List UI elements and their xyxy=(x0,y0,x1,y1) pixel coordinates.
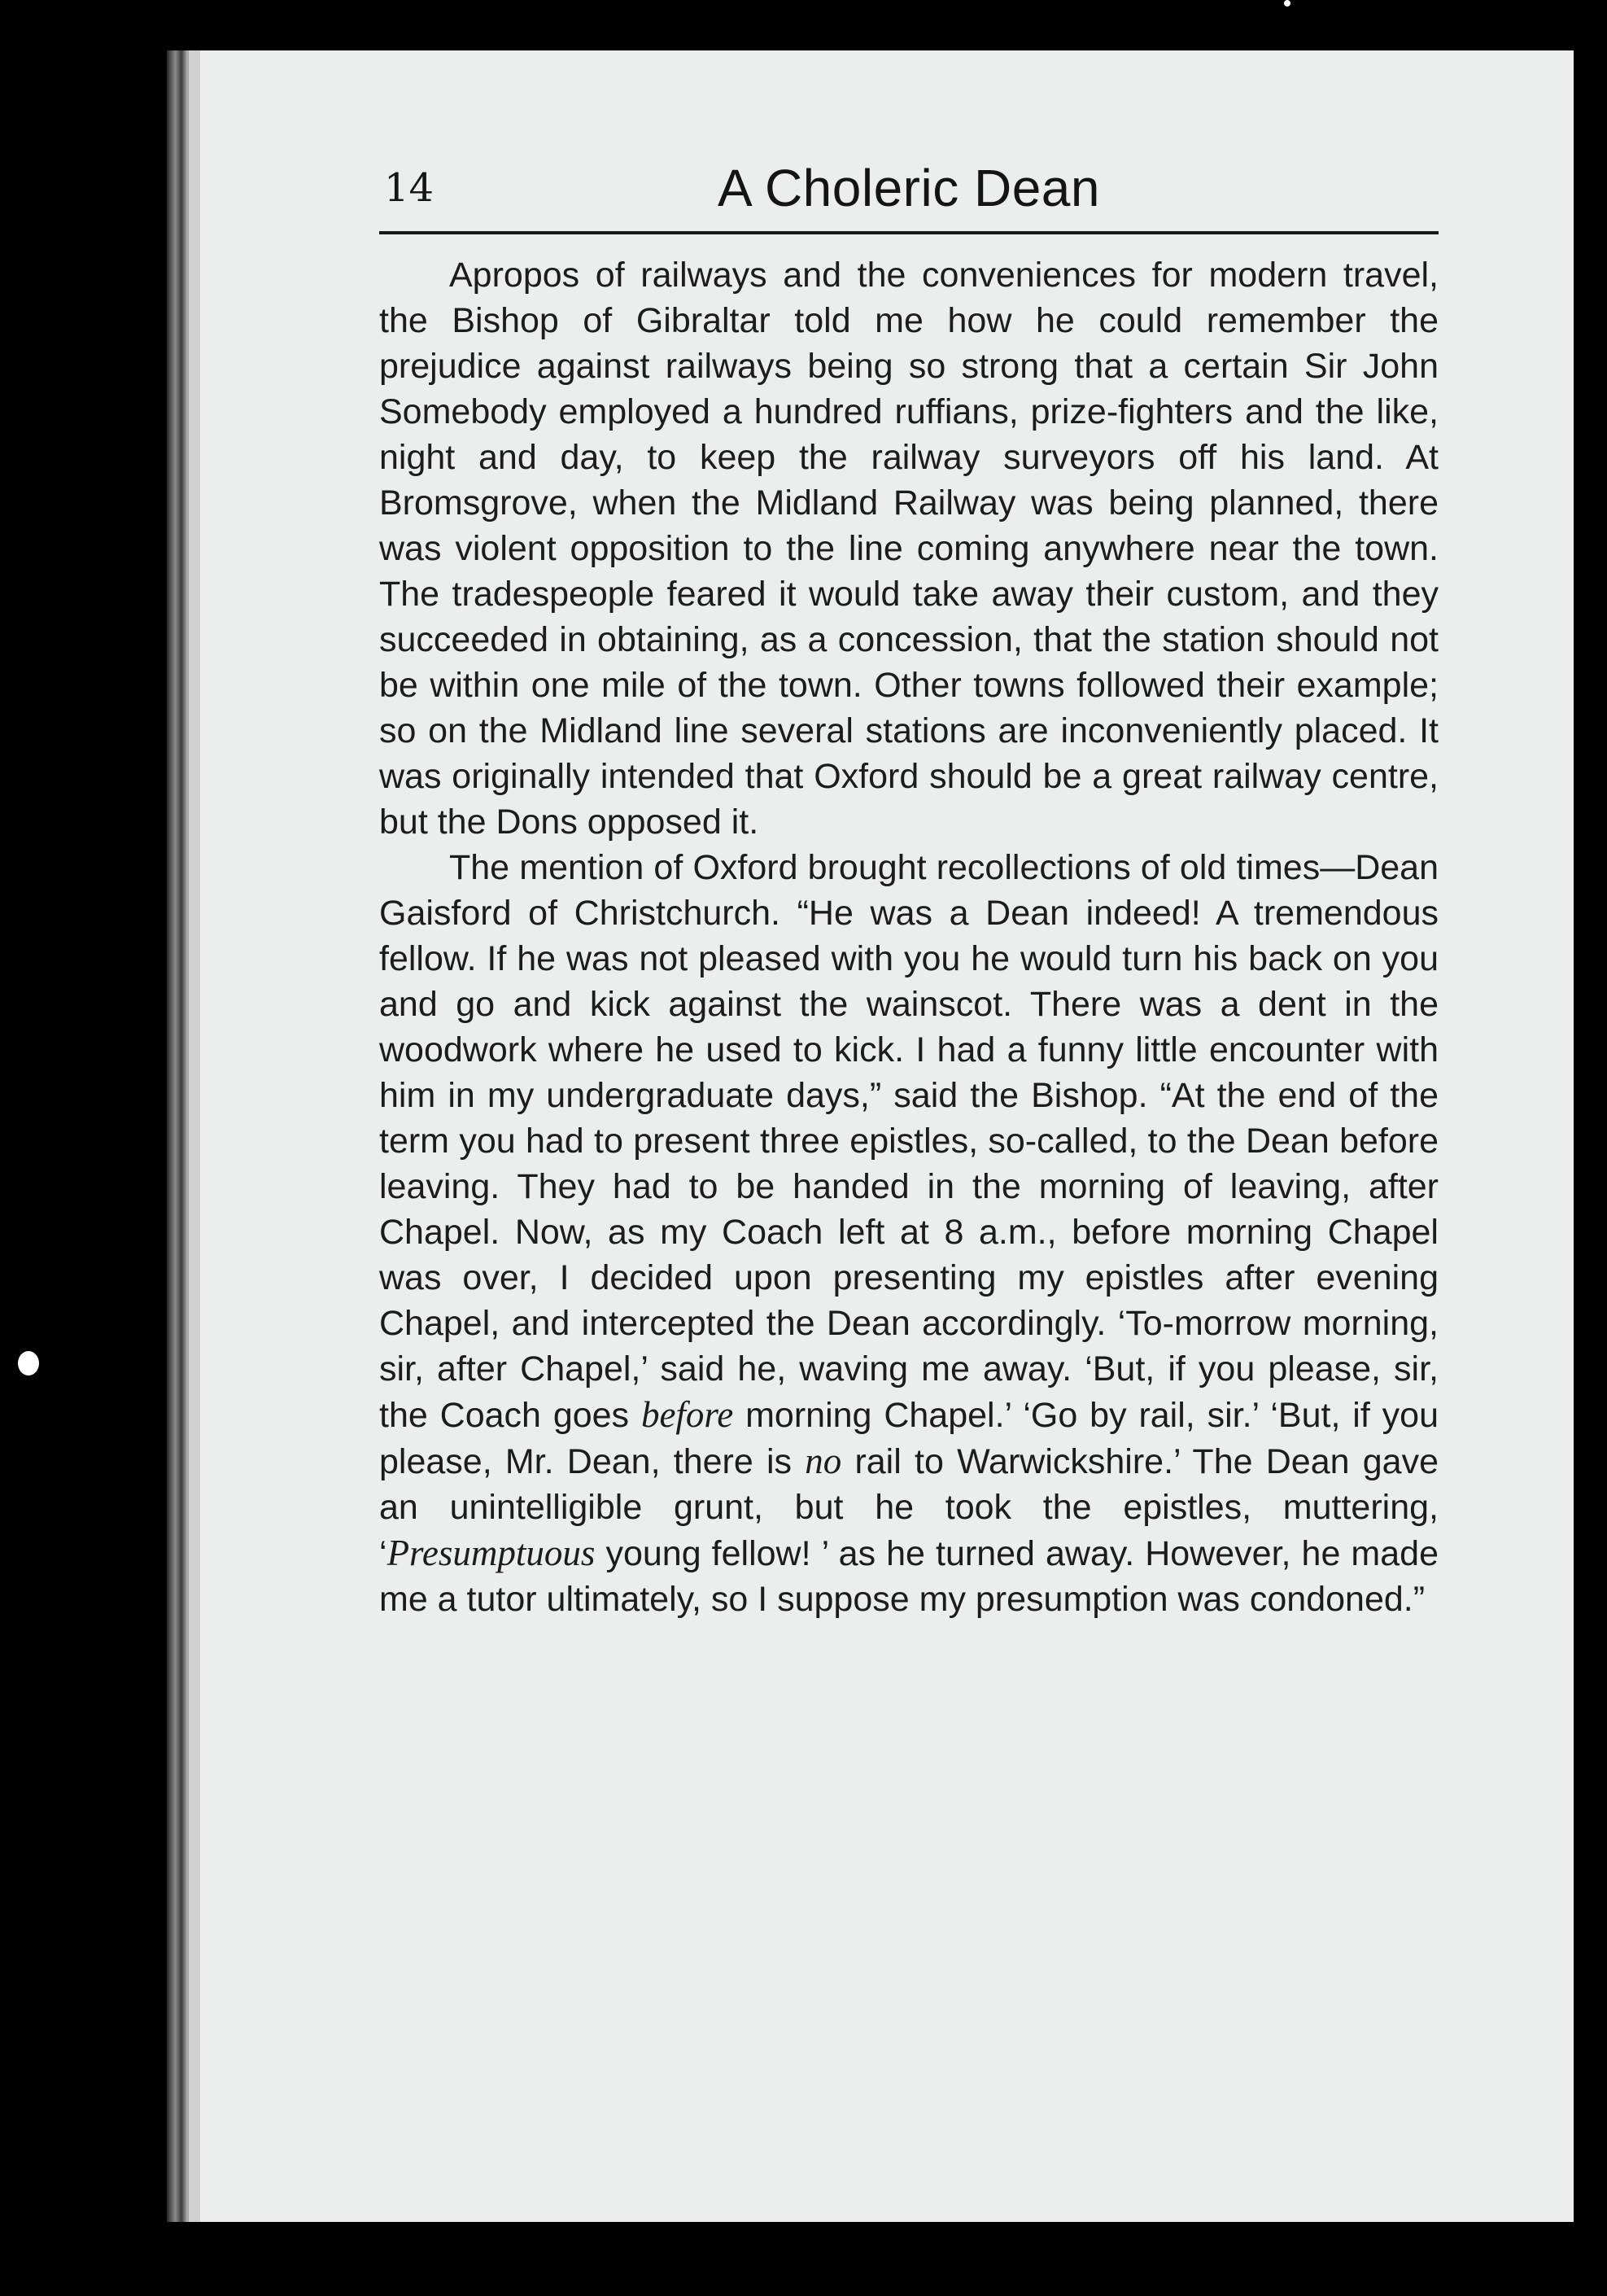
paragraph-text: young fellow! ’ as he turned away. However, he made me a tutor ultimately, so I suppose my presumption was condoned.” xyxy=(379,1534,1439,1619)
scan-speck xyxy=(1284,0,1290,7)
page-number: 14 xyxy=(384,165,435,211)
italic-text: no xyxy=(805,1441,842,1481)
book-binding-edge xyxy=(167,50,191,2222)
italic-text: before xyxy=(640,1394,734,1435)
italic-text: Presumptuous xyxy=(386,1533,596,1573)
paragraph xyxy=(379,252,1439,845)
paragraph-text: rail to Warwickshire.’ The Dean gave an unintelligible grunt, but he took the epistles, muttering, ‘ xyxy=(379,1442,1439,1573)
paragraph-text: Apropos of railways and the conveniences for modern travel, the Bishop of Gibraltar told me how he could remember the prejudice against railways being so strong that a certain Sir John Somebody employed a hundred ruffians, prize-fighters and the like, night and day, to keep the railway surveyors off his land. At Bromsgrove, when the Midland Railway was being planned, there was violent opposition to the line coming anywhere near the town. The tradespeople feared it would take away their custom, and they succeeded in obtaining, as a concession, that the station should not be within one mile of the town. Other towns followed their example; so on the Midland line several stations are inconveniently placed. It was originally intended that Oxford should be a great railway centre, but the Dons opposed it. xyxy=(379,256,1439,842)
scan-speck xyxy=(18,1351,39,1375)
running-title: A Choleric Dean xyxy=(718,159,1100,217)
paragraph xyxy=(379,845,1439,1622)
body-text xyxy=(379,252,1439,1622)
paragraph-text: The mention of Oxford brought recollections of old times—Dean Gaisford of Christchurch. “He was a Dean indeed! A tremendous fellow. If he was not pleased with you he would turn his back on you and go and kick against the wainscot. There was a dent in the woodwork where he used to kick. I had a funny little encounter with him in my undergraduate days,” said the Bishop. “At the end of the term you had to present three epistles, so-called, to the Dean before leaving. They had to be handed in the morning of leaving, after Chapel. Now, as my Coach left at 8 a.m., before morning Chapel was over, I decided upon presenting my epistles after evening Chapel, and intercepted the Dean accordingly. ‘To-morrow morning, sir, after Chapel,’ said he, waving me away. ‘But, if you please, sir, the Coach goes xyxy=(379,848,1439,1435)
header-rule xyxy=(379,231,1439,234)
page-header xyxy=(379,159,1439,224)
paragraph-text: morning Chapel.’ ‘Go by rail, sir.’ ‘But, if you please, Mr. Dean, there is xyxy=(379,1396,1439,1481)
